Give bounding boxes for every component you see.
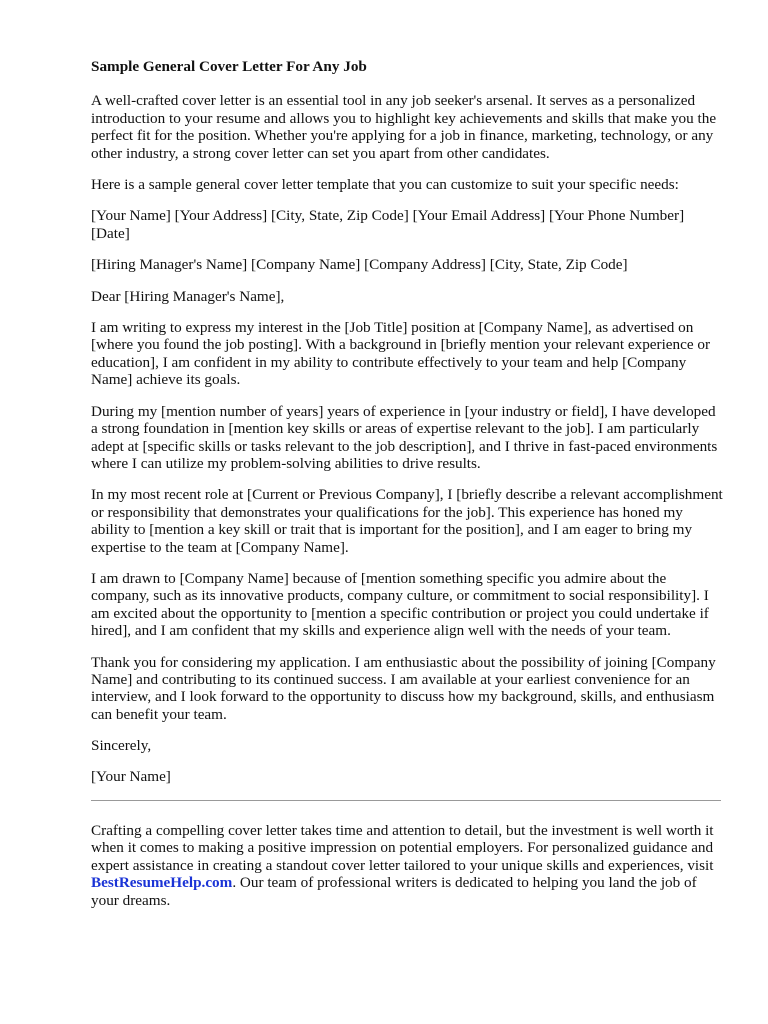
recipient-block: [Hiring Manager's Name] [Company Name] [Company Address] [City, State, Zip Code] bbox=[91, 256, 628, 274]
body-paragraph: Thank you for considering my application. I am enthusiastic about the possibility of joining [Company Name] and contributing to its continued success. I am available at your earliest convenience for an interview, and I look forward to the opportunity to discuss how my background, skills, and enthusiasm can benefit your team. bbox=[91, 653, 716, 723]
body-paragraph: I am writing to express my interest in the [Job Title] position at [Company Name], as advertised on [where you found the job posting]. With a background in [briefly mention your relevant experience or education], I am confident in my ability to contribute effectively to your team and help [Company Name] achieve its goals. bbox=[91, 319, 711, 389]
footer-paragraph bbox=[91, 822, 723, 909]
body-paragraph: In my most recent role at [Current or Previous Company], I [briefly describe a relevant accomplishment or responsibility that demonstrates your qualifications for the job]. This experience has honed my ability to [mention a key skill or trait that is important for the position], and I am eager to bring my expertise to the team at [Company Name]. bbox=[91, 486, 723, 556]
signature: [Your Name] bbox=[91, 767, 171, 785]
document-title: Sample General Cover Letter For Any Job bbox=[91, 58, 367, 75]
intro-paragraph: A well-crafted cover letter is an essential tool in any job seeker's arsenal. It serves as a personalized introduction to your resume and allows you to highlight key achievements and skills that make you the perfect fit for the position. Whether you're applying for a job in finance, marketing, technology, or any other industry, a strong cover letter can set you apart from other candidates. bbox=[91, 92, 717, 162]
sender-block: [Your Name] [Your Address] [City, State, Zip Code] [Your Email Address] [Your Phone Number] [Date] bbox=[91, 207, 685, 242]
salutation: Dear [Hiring Manager's Name], bbox=[91, 287, 285, 305]
best-resume-help-link[interactable]: BestResumeHelp.com bbox=[91, 874, 233, 892]
template-intro-paragraph: Here is a sample general cover letter template that you can customize to suit your specific needs: bbox=[91, 176, 679, 194]
footer-text-after-link: . Our team of professional writers is dedicated to helping you land the job of your dreams. bbox=[91, 874, 697, 909]
closing: Sincerely, bbox=[91, 737, 152, 755]
divider bbox=[91, 800, 721, 801]
document-page bbox=[91, 58, 723, 923]
body-paragraph: During my [mention number of years] years of experience in [your industry or field], I have developed a strong foundation in [mention key skills or areas of expertise relevant to the job]. I am particularly adept at [specific skills or tasks relevant to the job description], and I thrive in fast-paced environments where I can utilize my problem-solving abilities to drive results. bbox=[91, 402, 718, 472]
footer-text-before-link: Crafting a compelling cover letter takes time and attention to detail, but the investment is well worth it when it comes to making a positive impression on potential employers. For personalized guidance and expert assistance in creating a standout cover letter tailored to your unique skills and experiences, visit bbox=[91, 822, 714, 874]
body-paragraph: I am drawn to [Company Name] because of [mention something specific you admire about the company, such as its innovative products, company culture, or commitment to social responsibility]. I am excited about the opportunity to [mention a specific contribution or project you could undertake if hired], and I am confident that my skills and experience align well with the needs of your team. bbox=[91, 569, 709, 640]
